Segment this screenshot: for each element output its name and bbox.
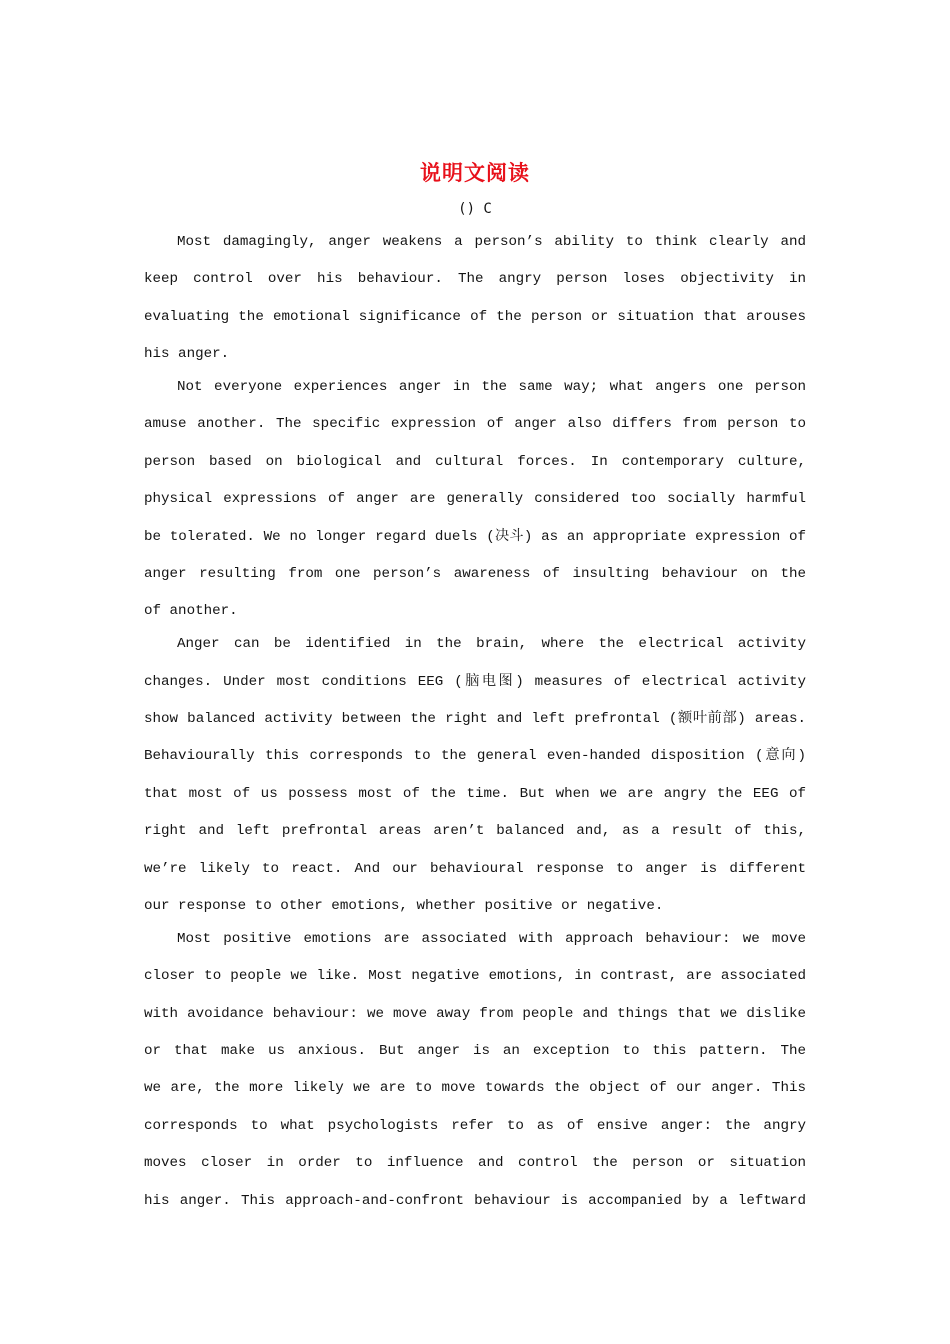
document-title: 说明文阅读 [420, 161, 530, 185]
paragraph-line: we’re likely to react. And our behavioural response to anger is different [144, 860, 806, 877]
article-body [144, 224, 806, 1216]
paragraph [144, 369, 806, 631]
paragraph-line: changes. Under most conditions EEG (脑电图) measures of electrical activity [144, 673, 806, 690]
section-label: () C [458, 201, 492, 217]
paragraph-line: be tolerated. We no longer regard duels (决斗) as an appropriate expression of [144, 528, 806, 545]
paragraph-line: amuse another. The specific expression of anger also differs from person to [144, 416, 806, 433]
paragraph-line: person based on biological and cultural forces. In contemporary culture, [144, 453, 806, 470]
paragraph-line: or that make us anxious. But anger is an exception to this pattern. The [144, 1043, 806, 1060]
paragraph-line: Most damagingly, anger weakens a person’s ability to think clearly and [177, 234, 806, 250]
paragraph-line: Behaviourally this corresponds to the general even-handed disposition (意向) [144, 748, 806, 765]
paragraph [144, 224, 806, 374]
paragraph-line: evaluating the emotional significance of the person or situation that arouses [144, 308, 806, 325]
paragraph-line: with avoidance behaviour: we move away from people and things that we dislike [144, 1005, 806, 1022]
paragraph-line: Anger can be identified in the brain, where the electrical activity [177, 636, 806, 653]
paragraph-line: physical expressions of anger are generally considered too socially harmful [144, 491, 806, 508]
paragraph-line: show balanced activity between the right and left prefrontal (额叶前部) areas. [144, 711, 806, 728]
paragraph-line: right and left prefrontal areas aren’t balanced and, as a result of this, [144, 823, 806, 840]
paragraph [144, 921, 806, 1220]
paragraph-line: his anger. This approach-and-confront behaviour is accompanied by a leftward [144, 1192, 806, 1209]
paragraph-line: his anger. [144, 346, 230, 363]
paragraph [144, 626, 806, 925]
paragraph-line: Not everyone experiences anger in the same way; what angers one person [177, 379, 806, 396]
paragraph-line: we are, the more likely we are to move towards the object of our anger. This [144, 1080, 806, 1097]
document-page [144, 0, 806, 1344]
paragraph-line: that most of us possess most of the time. But when we are angry the EEG of [144, 785, 806, 802]
paragraph-line: closer to people we like. Most negative emotions, in contrast, are associated [144, 968, 806, 985]
paragraph-line: our response to other emotions, whether positive or negative. [144, 898, 664, 915]
paragraph-line: of another. [144, 603, 238, 620]
paragraph-line: corresponds to what psychologists refer to as of ensive anger: the angry [144, 1117, 806, 1134]
paragraph-line: moves closer in order to influence and control the person or situation [144, 1155, 806, 1172]
paragraph-line: anger resulting from one person’s awareness of insulting behaviour on the [144, 566, 806, 583]
paragraph-line: keep control over his behaviour. The angry person loses objectivity in [144, 271, 806, 288]
paragraph-line: Most positive emotions are associated with approach behaviour: we move [177, 930, 806, 947]
